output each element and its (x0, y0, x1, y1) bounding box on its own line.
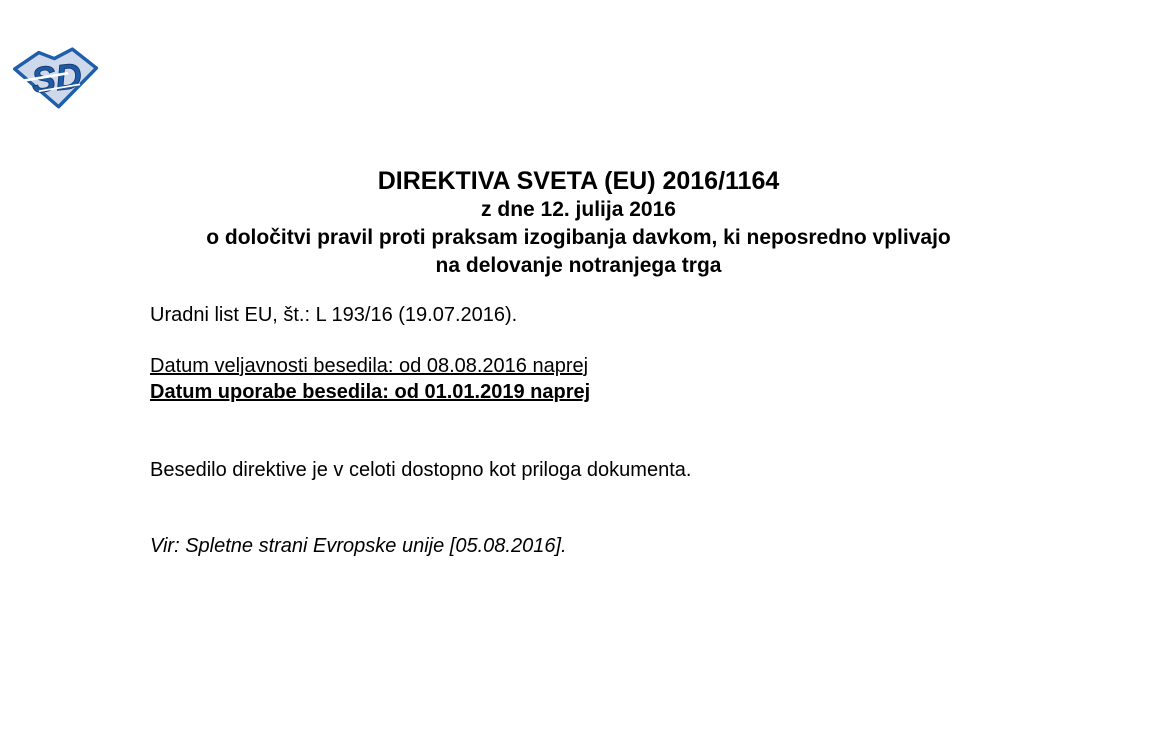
logo-letters: SD (29, 54, 84, 101)
document-content (150, 0, 1007, 743)
application-date-line: Datum uporabe besedila: od 01.01.2019 naprej (150, 381, 591, 403)
subtitle-description-line-2: na delovanje notranjega trga (435, 254, 722, 277)
subtitle-date-line: z dne 12. julija 2016 (481, 198, 676, 221)
subtitle-description-line-1: o določitvi pravil proti praksam izogibanja davkom, ki neposredno vplivajo (206, 226, 951, 249)
official-journal-reference: Uradni list EU, št.: L 193/16 (19.07.2016). (150, 304, 518, 326)
dates-block (150, 353, 590, 405)
document-subtitle (150, 196, 1007, 280)
sd-diamond-logo-icon (13, 46, 99, 109)
source-note: Vir: Spletne strani Evropske unije [05.08.2016]. (150, 535, 567, 557)
validity-date-line: Datum veljavnosti besedila: od 08.08.2016 naprej (150, 355, 589, 377)
availability-note: Besedilo direktive je v celoti dostopno kot priloga dokumenta. (150, 459, 692, 481)
sd-logo (13, 46, 99, 109)
document-title: DIREKTIVA SVETA (EU) 2016/1164 (377, 167, 780, 195)
